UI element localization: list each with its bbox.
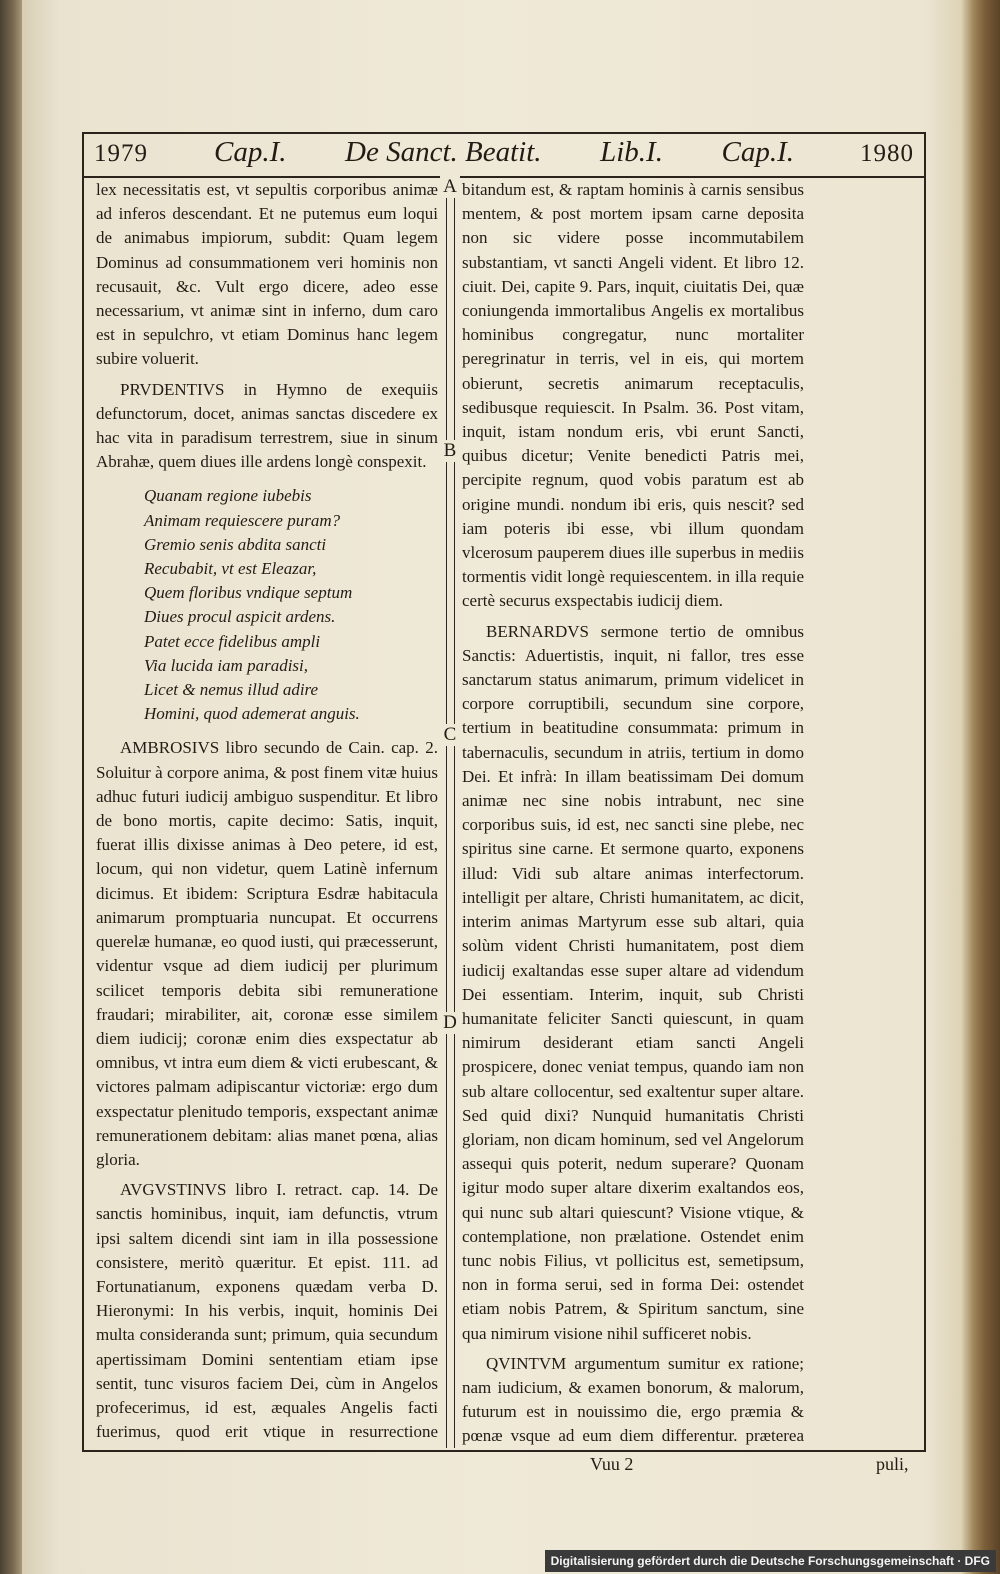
margin-letter-d: D — [440, 1012, 460, 1034]
catchword: puli, — [876, 1454, 909, 1474]
right-paragraph-1: bitandum est, & raptam hominis à carnis sensibus mentem, & post mortem ipsam carne deposita non sic videre posse incommutabilem substantiam, vt sancti Angeli vident. Et libro 12. ciuit. Dei, capite 9. Pars, inquit, ciuitatis Dei, quæ coniungenda immortalibus Angelis ex mortalibus hominibus congregatur, nunc mortaliter peregrinatur in terris, vel in eis, qui mortem obierunt, secretis animarum receptaculis, sedibusque requiescit. In Psalm. 36. Post vitam, inquit, istam nondum eris, vbi erunt Sancti, quibus dicetur; Venite benedicti Patris mei, percipite regnum, quod vobis paratum est ab origine mundi. nondum ibi eris, quis nescit? sed iam poteris ibi esse, vbi illum quondam vlcerosum pauperem diues ille superbus in mediis tormentis vidit longè requiescentem. in illa requie certè securus exspectabis iudicij diem. — [462, 180, 804, 611]
running-title-chapter: Cap.I. — [214, 136, 287, 168]
right-column — [462, 178, 804, 1448]
left-paragraph-1: lex necessitatis est, vt sepultis corporibus animæ ad inferos descendant. Et ne putemus eum loqui de animabus impiorum, subdit: Quam legem Dominus ad consummationem veri hominis non recusauit, &c. Vult ergo dicere, adeo esse necessarium, vt animæ sint in inferno, dum caro est in sepulchro, vt etiam Dominus hanc legem subire voluerit. — [96, 180, 438, 369]
running-title-chapter-2: Cap.I. — [721, 136, 794, 168]
right-paragraph-bernardus: BERNARDVS sermone tertio de omnibus Sanctis: Aduertistis, inquit, ni fallor, tres esse sanctarum status animarum, primum videlicet in corpore corruptibili, secundum sine corpore, tertium in beatitudine consummata: primum in tabernaculis, secundum in atriis, tertium in domo Dei. Et infrà: In illam beatissimam Dei domum animæ nec sine nobis intrabunt, nec sine corporibus suis, id est, nec sancti sine plebe, nec spiritus sine carne. Et sermone quarto, exponens illud: Vidi sub altare animas interfectorum. intelligit per altare, Christi humanitatem, ac dicit, interim animas Martyrum esse sub altari, quia solùm vident Christi humanitatem, post diem iudicij exaltandas esse super altare ad videndum Dei essentiam. Interim, inquit, sub Christi humanitate feliciter Sancti quiescunt, in quam nimirum desiderant etiam sancti Angeli prospicere, donec veniat tempus, quando iam non sub altare collocentur, sed exaltentur super altare. Sed quid dixi? Nunquid humanitatis Christi gloriam, non dicam hominum, sed vel Angelorum assequi quis poterit, nedum superare? Quonam igitur modo super altare dixerim exaltandos eos, qui nunc sub altari quiescunt? Visione vtique, & contemplatione, non prælatione. Ostendet enim tunc nobis Filius, vt pollicitus est, semetipsum, non in forma serui, sed in forma Dei: ostendet etiam nobis Patrem, & Spiritum sanctum, sine qua nimirum visione nihil sufficeret nobis. — [462, 621, 804, 1343]
running-header — [94, 136, 914, 176]
book-fore-edge — [962, 0, 1000, 1574]
verse-line: Via lucida iam paradisi, — [144, 655, 309, 675]
verse-line: Licet & nemus illud adire — [144, 680, 319, 700]
page-number-right: 1980 — [860, 140, 914, 167]
left-column — [96, 178, 438, 1448]
book-gutter-edge — [0, 0, 22, 1574]
verse-line: Animam requiescere puram? — [144, 510, 341, 530]
verse-line: Gremio senis abdita sancti — [144, 534, 327, 554]
right-paragraph-quintum: QVINTVM argumentum sumitur ex ratione; nam iudicium, & examen bonorum, & malorum, futurum est in nouissimo die, ergo præmia & pœnæ vsque ad eum diem differentur. præterea — [462, 1353, 804, 1446]
book-page — [22, 0, 962, 1574]
hymn-verse — [144, 484, 438, 726]
margin-letter-c: C — [440, 724, 460, 746]
verse-line: Recubabit, vt est Eleazar, — [144, 559, 317, 579]
running-title-book: Lib.I. — [600, 136, 663, 168]
margin-letter-a: A — [440, 176, 460, 198]
verse-line: Homini, quod ademerat anguis. — [144, 704, 360, 724]
column-rule-right — [454, 178, 455, 1448]
running-title-subject: De Sanct. Beatit. — [345, 136, 542, 168]
left-paragraph-ambrosius: AMBROSIVS libro secundo de Cain. cap. 2. Soluitur à corpore anima, & post finem vitæ huius adhuc futuri iudicij ambiguo suspenditur. Et libro de bono mortis, capite decimo: Satis, inquit, fuerat illis dixisse animas à Deo petere, id est, locum, qui non videtur, quem Latinè infernum dicimus. Et ibidem: Scriptura Esdræ habitacula animarum promptuaria nuncupat. Et occurrens querelæ humanæ, eo quod iusti, qui præcesserunt, videntur vsque ad diem iudicij per plurimum scilicet temporis debita sibi remuneratione fraudari; mirabiliter, ait, coronæ esse similem diem iudicij; coronæ enim dies exspectatur ab omnibus, vt intra eum diem & victi erubescant, & victores palmam adipiscantur victoriæ: ergo dum exspectatur plenitudo temporis, exspectant animæ remunerationem debitam: alias manet pœna, alias gloria. — [96, 738, 438, 1169]
page-number-left: 1979 — [94, 140, 148, 167]
column-rule-left — [446, 178, 447, 1448]
running-title — [214, 136, 794, 169]
verse-line: Diues procul aspicit ardens. — [144, 607, 336, 627]
verse-line: Patet ecce fidelibus ampli — [144, 631, 321, 651]
margin-letter-b: B — [440, 440, 460, 462]
digitization-credit: Digitalisierung gefördert durch die Deutsche Forschungsgemeinschaft · DFG — [545, 1550, 996, 1572]
verse-line: Quem floribus vndique septum — [144, 583, 353, 603]
verse-line: Quanam regione iubebis — [144, 486, 312, 506]
left-paragraph-augustinus: AVGVSTINVS libro I. retract. cap. 14. De sanctis hominibus, inquit, iam defunctis, vtrum ipsi saltem dicendi sint iam in illa possessione consistere, meritò quæritur. Et epist. 111. ad Fortunatianum, exponens quædam verba D. Hieronymi: In his verbis, inquit, hominis Dei multa consideranda sunt; primum, quia secundum apertissimam Domini sententiam etiam ipse sentit, tunc visuros faciem Dei, cùm in Angelos profecerimus, id est, æquales Angelis facti fuerimus, quod erit vtique in resurrectione — [96, 1180, 438, 1442]
signature-mark: Vuu 2 — [590, 1454, 634, 1474]
left-paragraph-prudentius: PRVDENTIVS in Hymno de exequiis defunctorum, docet, animas sanctas discedere ex hac vita in paradisum terrestrem, siue in sinum Abrahæ, quem diues ille ardens longè conspexit. — [96, 379, 438, 472]
